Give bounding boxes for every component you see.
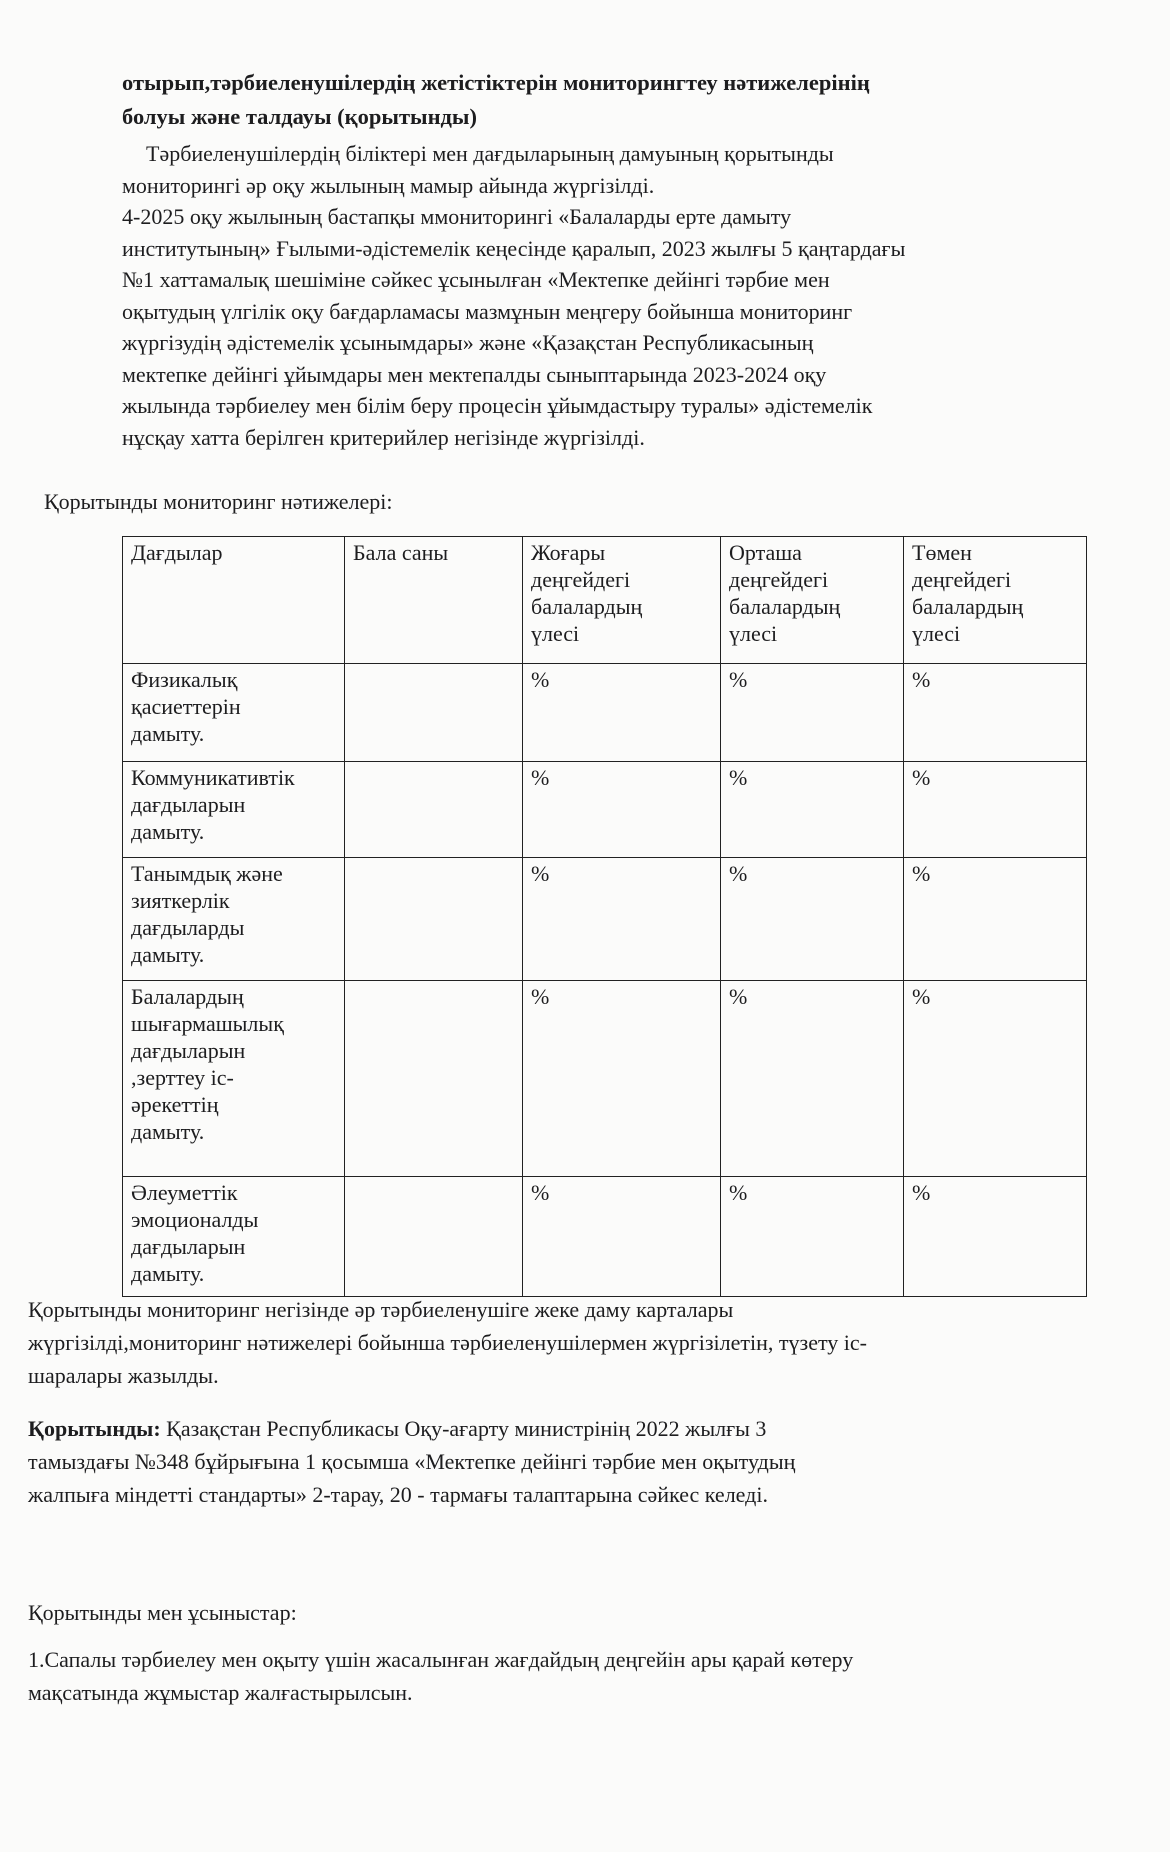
child-count-cell [345,981,523,1177]
high-share-cell: % [523,664,721,762]
conclusion-label: Қорытынды: [28,1416,161,1441]
document-heading [122,66,1082,134]
table-header-row [123,537,1087,664]
skill-cell: Коммуникативтік дағдыларын дамыту. [123,762,345,858]
results-label: Қорытынды мониторинг нәтижелері: [44,489,393,514]
recommendation-item [28,1643,1148,1709]
paragraph-line: мақсатында жұмыстар жалғастырылсын. [28,1680,413,1705]
paragraph-line: шаралары жазылды. [28,1363,219,1388]
header-cell-low-level: Төмен деңгейдегі балалардың үлесі [904,537,1087,664]
high-share-cell: % [523,1177,721,1297]
paragraph-line: жалпыға міндетті стандарты» 2-тарау, 20 - тармағы талаптарына сәйкес келеді. [28,1482,768,1507]
conclusion-text: Қазақстан Республикасы Оқу-ағарту министрінің 2022 жылғы 3 [160,1416,767,1441]
medium-share-cell: % [721,664,904,762]
low-share-cell: % [904,664,1087,762]
low-share-cell: % [904,1177,1087,1297]
medium-share-cell: % [721,1177,904,1297]
intro-line: 4-2025 оқу жылының бастапқы ммониторингі «Балаларды ерте дамыту [122,204,792,229]
low-share-cell: % [904,981,1087,1177]
table-row [123,762,1087,858]
heading-line: болуы және талдауы (қорытынды) [122,104,477,129]
conclusion-paragraph [28,1412,1148,1511]
header-cell-high-level: Жоғары деңгейдегі балалардың үлесі [523,537,721,664]
paragraph-line: Қорытынды мониторинг негізінде әр тәрбиеленушіге жеке даму карталары [28,1297,734,1322]
after-table-paragraph [28,1293,1148,1392]
high-share-cell: % [523,858,721,981]
child-count-cell [345,1177,523,1297]
table-row [123,858,1087,981]
skill-cell: Балалардың шығармашылық дағдыларын ,зерттеу іс- әрекеттің дамыту. [123,981,345,1177]
intro-line: мектепке дейінгі ұйымдары мен мектепалды сыныптарында 2023-2024 оқу [122,361,827,387]
paragraph-line: 1.Сапалы тәрбиелеу мен оқыту үшін жасалынған жағдайдың деңгейін ары қарай көтеру [28,1647,854,1672]
paragraph-line: жүргізілді,мониторинг нәтижелері бойынша тәрбиеленушілермен жүргізілетін, түзету іс- [28,1330,867,1355]
table-row [123,1177,1087,1297]
header-cell-skills: Дағдылар [123,537,345,664]
child-count-cell [345,762,523,858]
medium-share-cell: % [721,981,904,1177]
low-share-cell: % [904,858,1087,981]
medium-share-cell: % [721,858,904,981]
child-count-cell [345,664,523,762]
low-share-cell: % [904,762,1087,858]
intro-line: №1 хаттамалық шешіміне сәйкес ұсынылған «Мектепке дейінгі тәрбие мен [122,267,830,292]
skill-cell: Әлеуметтік эмоционалды дағдыларын дамыту. [123,1177,345,1297]
child-count-cell [345,858,523,981]
paragraph-line: тамыздағы №348 бұйрығына 1 қосымша «Мектепке дейінгі тәрбие мен оқытудың [28,1449,796,1474]
skill-cell: Танымдық және зияткерлік дағдыларды дамыту. [123,858,345,981]
intro-line: институтының» Ғылыми-әдістемелік кеңесінде қаралып, 2023 жылғы 5 қаңтардағы [122,235,906,261]
intro-line: нұсқау хатта берілген критерийлер негізінде жүргізілді. [122,424,645,450]
intro-line: жүргізудің әдістемелік ұсынымдары» және «Қазақстан Республикасының [122,330,814,355]
intro-line: оқытудың үлгілік оқу бағдарламасы мазмұнын меңгеру бойынша мониторинг [122,298,853,324]
table-row [123,981,1087,1177]
intro-line: Тәрбиеленушілердің біліктері мен дағдыларының дамуының қорытынды [146,141,834,166]
header-cell-medium-level: Орташа деңгейдегі балалардың үлесі [721,537,904,664]
high-share-cell: % [523,762,721,858]
table-row [123,664,1087,762]
intro-line: жылында тәрбиелеу мен білім беру процесін ұйымдастыру туралы» әдістемелік [122,393,873,418]
medium-share-cell: % [721,762,904,858]
high-share-cell: % [523,981,721,1177]
intro-paragraph [122,138,1102,453]
intro-line: мониторингі әр оқу жылының мамыр айында жүргізілді. [122,172,655,198]
header-cell-child-count: Бала саны [345,537,523,664]
conclusion-first-line [28,1412,1148,1445]
heading-line: отырып,тәрбиеленушілердің жетістіктерін мониторингтеу нәтижелерінің [122,70,870,95]
recommendations-heading: Қорытынды мен ұсыныстар: [28,1600,297,1625]
skill-cell: Физикалық қасиеттерін дамыту. [123,664,345,762]
monitoring-table [122,536,1087,1297]
